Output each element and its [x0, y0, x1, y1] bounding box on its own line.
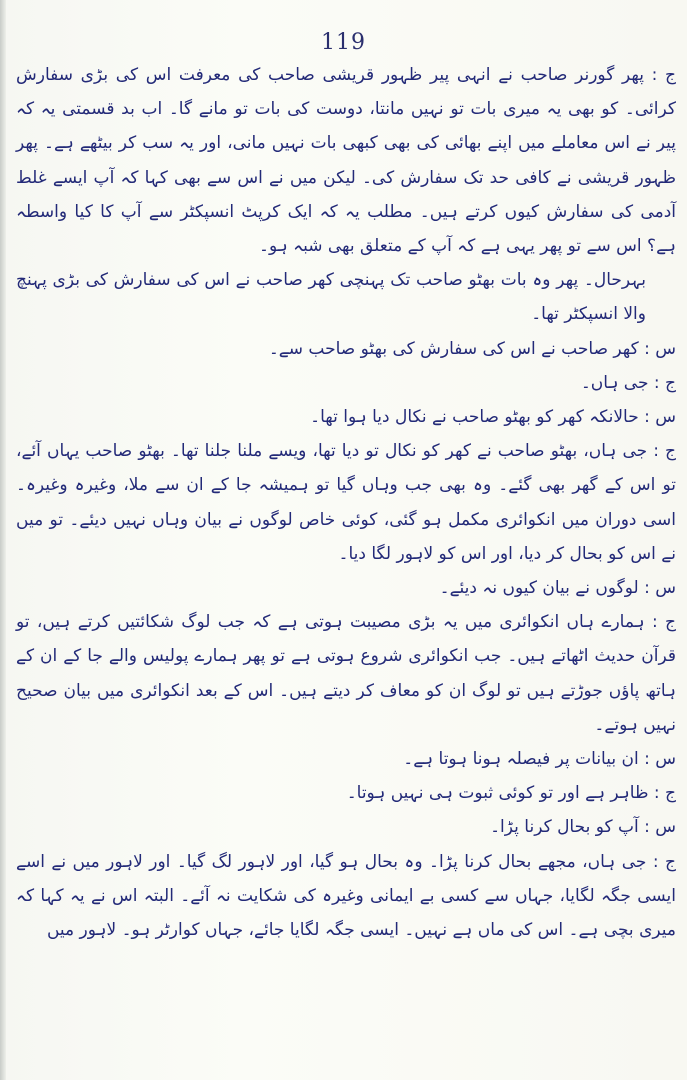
paragraph-answer: ج : ہمارے ہاں انکوائری میں یہ بڑی مصیبت ہوتی ہے کہ جب لوگ شکائتیں کرتے ہیں، تو قرآن حدیث اٹھاتے ہیں۔ جب انکوائری شروع ہوتی ہے تو پھر ہمارے پولیس والے جا کے ان کے ہاتھ پاؤں جوڑتے ہیں تو لوگ ان کو معاف کر دیتے ہیں۔ اس کے بعد انکوائری میں بیان صحیح نہیں ہوتے۔: [16, 612, 676, 735]
page-number: 119: [321, 30, 366, 55]
paragraph-question: س : حالانکہ کھر کو بھٹو صاحب نے نکال دیا ہوا تھا۔: [310, 407, 676, 428]
binding-shadow: [0, 0, 6, 1080]
paragraph-answer: ج : ظاہر ہے اور تو کوئی ثبوت ہی نہیں ہوتا۔: [346, 783, 676, 804]
paragraph-answer: ج : پھر گورنر صاحب نے انہی پیر ظہور قریشی صاحب کی معرفت اس کی بڑی سفارش کرائی۔ کو بھی یہ میری بات تو نہیں مانتا، دوست کی بات تو مانے گا۔ اب بد قسمتی یہ کہ پیر نے اس معاملے میں اپنے بھائی کی بھی کبھی بات نہیں مانی، اور یہ سب کر بیٹھے ہے۔ پھر ظہور قریشی نے کافی حد تک سفارش کی۔ لیکن میں نے اس سے بھی کہا کہ آپ ایسے غلط آدمی کی سفارش کیوں کرتے ہیں۔ مطلب یہ کہ ایک کرپٹ انسپکٹر سے آپ کا کیا واسطہ ہے؟ اس سے تو پھر یہی ہے کہ آپ کے متعلق بھی شبہ ہو۔: [16, 65, 676, 257]
paragraph-question: س : آپ کو بحال کرنا پڑا۔: [490, 817, 676, 838]
paragraph-narration: بہرحال۔ پھر وہ بات بھٹو صاحب تک پہنچی کھر صاحب نے اس کی سفارش کی بڑی پہنچ والا انسپکٹر تھا۔: [16, 270, 646, 325]
body-text: [16, 58, 676, 947]
paragraph-answer: ج : جی ہاں۔: [580, 372, 676, 393]
paragraph-question: س : ان بیانات پر فیصلہ ہونا ہوتا ہے۔: [403, 749, 676, 770]
paragraph-answer: ج : جی ہاں، بھٹو صاحب نے کھر کو نکال تو دیا تھا، ویسے ملنا جلنا تھا۔ بھٹو صاحب یہاں آئے، تو اس کے گھر بھی گئے۔ وہ بھی جب وہاں گیا تو ہمیشہ جا کے ان سے ملا، وغیرہ وغیرہ۔ اسی دوران میں انکوائری مکمل ہو گئی، کوئی خاص لوگوں نے بیان وہاں نہیں دیئے۔ تو میں نے اس کو بحال کر دیا، اور اس کو لاہور لگا دیا۔: [16, 441, 676, 564]
paragraph-answer: ج : جی ہاں، مجھے بحال کرنا پڑا۔ وہ بحال ہو گیا، اور لاہور لگ گیا۔ اور لاہور میں نے اسے ایسی جگہ لگایا، جہاں سے کسی بے ایمانی وغیرہ کی شکایت نہ آئے۔ البتہ اس نے یہ کہا کہ میری بچی ہے۔ اس کی ماں ہے نہیں۔ ایسی جگہ لگایا جائے، جہاں کوارٹر ہو۔ لاہور میں: [16, 851, 676, 941]
paragraph-question: س : کھر صاحب نے اس کی سفارش کی بھٹو صاحب سے۔: [268, 338, 676, 359]
paragraph-question: س : لوگوں نے بیان کیوں نہ دیئے۔: [439, 578, 676, 599]
